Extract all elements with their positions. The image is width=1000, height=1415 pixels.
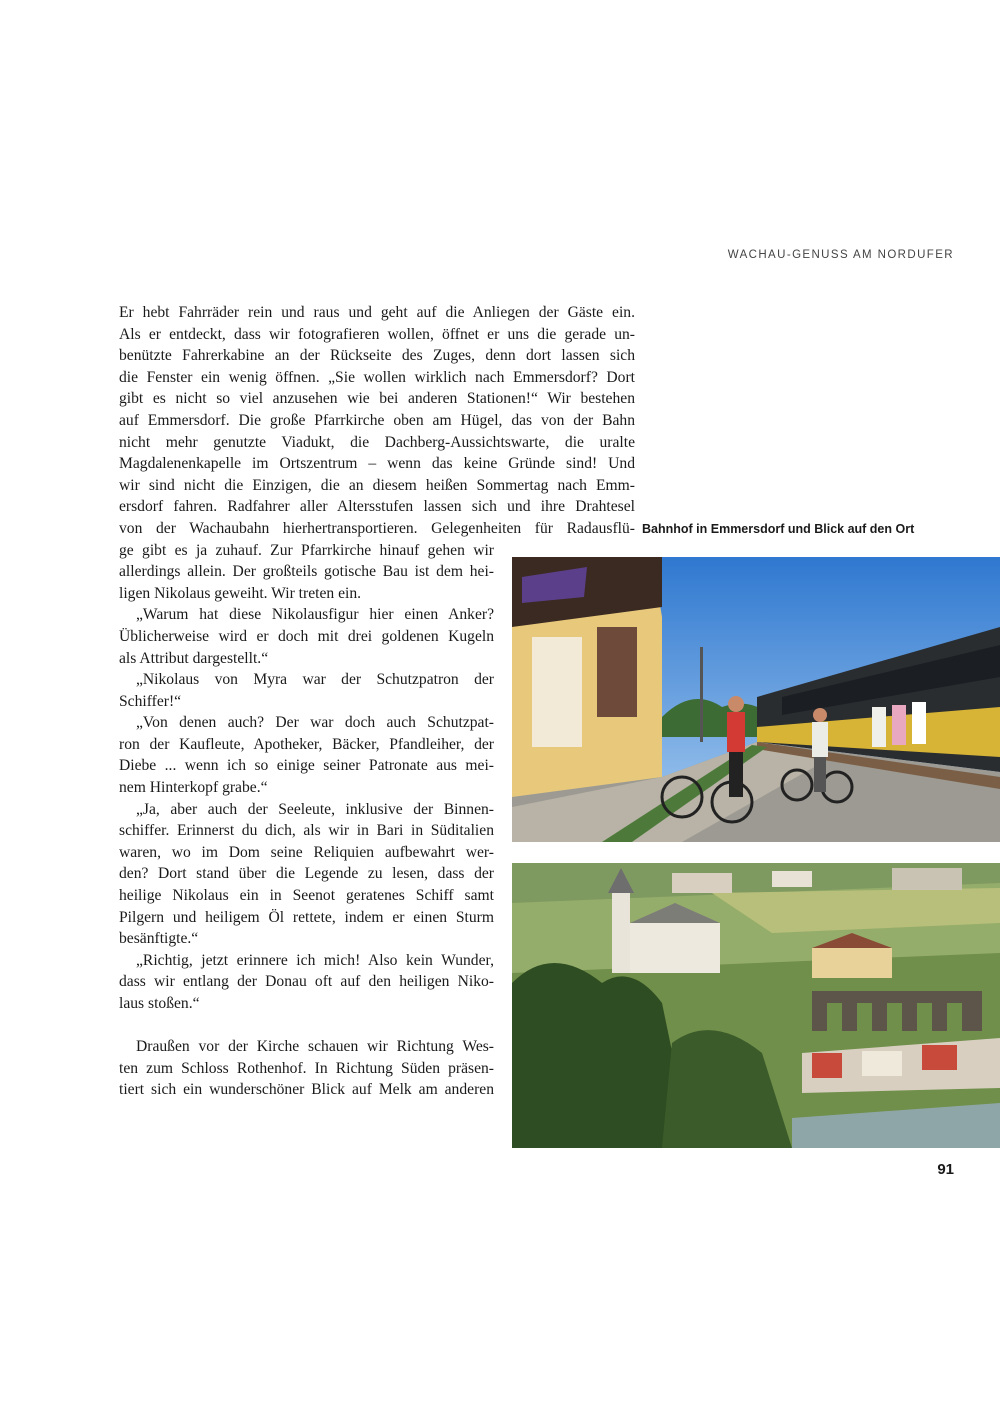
text-line: benützte Fahrerkabine an der Rückseite des Zuges, denn dort lassen sich <box>119 347 635 365</box>
text-line: den? Dort stand über die Legende zu lesen, dass der <box>119 865 494 883</box>
text-line: schiffer. Erinnerst du dich, als wir in Bari in Süditalien <box>119 822 494 840</box>
village-view-photo <box>512 863 1000 1148</box>
text-line: laus stoßen.“ <box>119 995 200 1012</box>
text-line: dass wir entlang der Donau oft auf den heiligen Niko- <box>119 973 494 991</box>
text-line: Magdalenenkapelle im Ortszentrum – wenn das keine Gründe sind! Und <box>119 455 635 473</box>
text-line: heilige Nikolaus ein in Seenot geratenes Schiff samt <box>119 887 494 905</box>
text-line: wir sind nicht die Einzigen, die an diesem heißen Sommertag nach Emm- <box>119 476 635 494</box>
photo-caption: Bahnhof in Emmersdorf und Blick auf den Ort <box>642 522 915 536</box>
text-line: von der Wachaubahn hierhertransportieren. Gelegenheiten für Radausflü- <box>119 519 635 537</box>
text-line: „Von denen auch? Der war doch auch Schutzpat- <box>136 714 494 732</box>
text-line: gibt es nicht so viel anzusehen wie bei anderen Stationen!“ Wir bestehen <box>119 390 635 408</box>
text-line: Diebe ... wenn ich so einige seiner Patronate aus mei- <box>119 757 494 775</box>
text-line: die Fenster ein wenig öffnen. „Sie wollen wirklich nach Emmersdorf? Dort <box>119 368 635 386</box>
text-line: „Nikolaus von Myra war der Schutzpatron der <box>136 671 494 689</box>
body-text-narrow-column <box>119 540 494 1101</box>
train-station-photo <box>512 557 1000 842</box>
text-line: Draußen vor der Kirche schauen wir Richtung Wes- <box>136 1038 494 1056</box>
text-line: Üblicherweise wird er doch mit drei goldenen Kugeln <box>119 627 494 645</box>
running-head: WACHAU-GENUSS AM NORDUFER <box>727 249 954 261</box>
text-line: auf Emmersdorf. Die große Pfarrkirche oben am Hügel, das von der Bahn <box>119 411 635 429</box>
text-line: Er hebt Fahrräder rein und raus und geht auf die Anliegen der Gäste ein. <box>119 304 635 321</box>
body-text-wide-column <box>119 302 635 540</box>
text-line: „Ja, aber auch der Seeleute, inklusive der Binnen- <box>136 800 494 818</box>
text-line: „Warum hat diese Nikolausfigur hier einen Anker? <box>136 606 494 624</box>
text-line: tiert sich ein wunderschöner Blick auf Melk am anderen <box>119 1081 494 1099</box>
text-line: ersdorf fahren. Radfahrer aller Altersstufen lassen sich und ihre Drahtesel <box>119 498 635 516</box>
page-number: 91 <box>937 1161 954 1178</box>
text-line: ten zum Schloss Rothenhof. In Richtung Süden präsen- <box>119 1059 494 1077</box>
text-line: nicht mehr genutzte Viadukt, die Dachberg-Aussichtswarte, die uralte <box>119 433 635 451</box>
text-line: ligen Nikolaus geweiht. Wir treten ein. <box>119 584 362 602</box>
text-line: waren, wo im Dom seine Reliquien aufbewahrt wer- <box>119 843 494 861</box>
text-line: besänftigte.“ <box>119 930 199 948</box>
text-line: „Richtig, jetzt erinnere ich mich! Also kein Wunder, <box>136 951 494 969</box>
text-line: ge gibt es ja zuhauf. Zur Pfarrkirche hinauf gehen wir <box>119 541 494 559</box>
text-line: als Attribut dargestellt.“ <box>119 649 269 667</box>
text-line: nem Hinterkopf grabe.“ <box>119 779 268 797</box>
text-line: Schiffer!“ <box>119 692 182 710</box>
text-line: allerdings allein. Der großteils gotische Bau ist dem hei- <box>119 563 494 581</box>
text-line: Pilgern und heiligem Öl rettete, indem er einen Sturm <box>119 908 494 926</box>
paragraph-gap <box>119 1015 494 1037</box>
text-line: Als er entdeckt, dass wir fotografieren wollen, öffnet er uns die gerade un- <box>119 325 635 343</box>
text-line: ron der Kaufleute, Apotheker, Bäcker, Pfandleiher, der <box>119 735 494 753</box>
